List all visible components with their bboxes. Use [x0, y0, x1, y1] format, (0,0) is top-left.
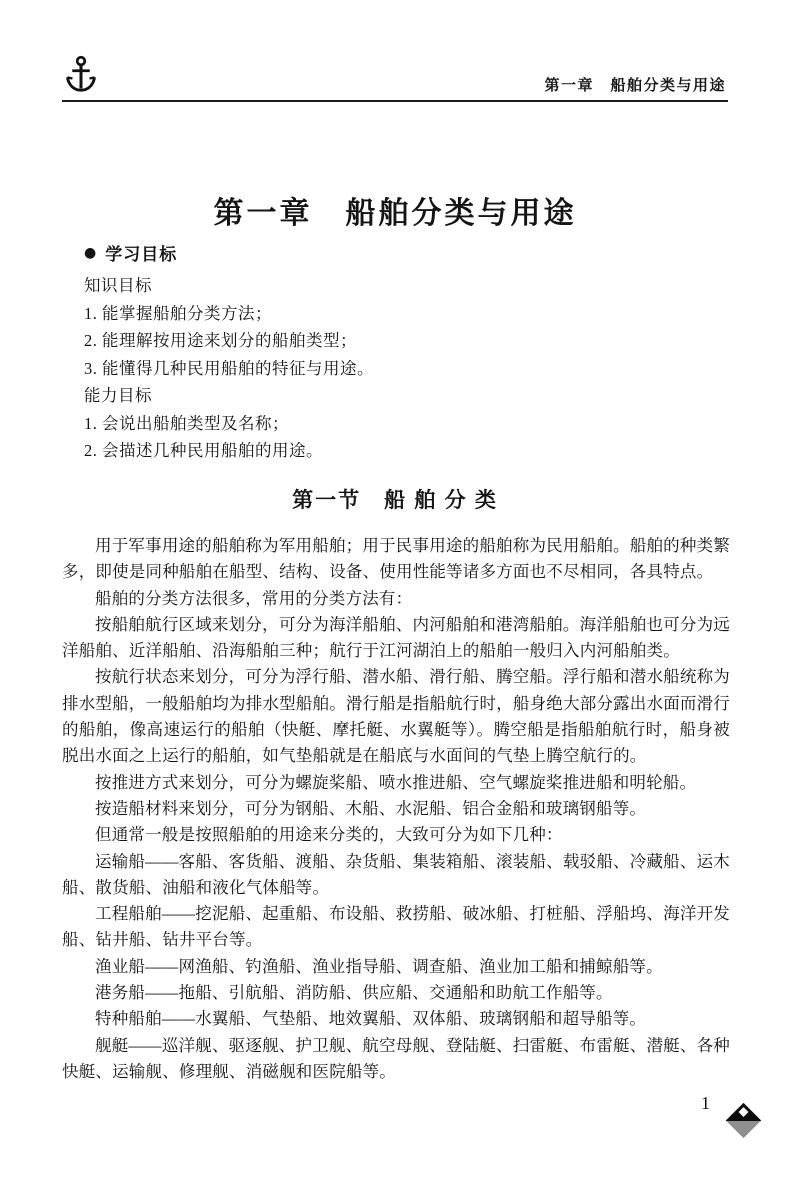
chapter-title: 第一章 船舶分类与用途	[213, 196, 577, 231]
ability-objective-item: 1. 会说出船舶类型及名称；	[84, 413, 289, 433]
paragraph: 按造船材料来划分，可分为钢船、木船、水泥船、铝合金船和玻璃钢船等。	[95, 798, 647, 818]
paragraph: 工程船舶——挖泥船、起重船、布设船、救捞船、破冰船、打桩船、浮船坞、海洋开发船、钻井船、钻井平台等。	[62, 904, 730, 950]
paragraph: 用于军事用途的船舶称为军用船舶；用于民事用途的船舶称为民用船舶。船舶的种类繁多，即使是同种船舶在船型、结构、设备、使用性能等诸多方面也不尽相同，各具特点。	[62, 536, 730, 582]
page-header	[62, 56, 728, 102]
bullet-icon: ●	[84, 244, 98, 261]
paragraph: 按航行状态来划分，可分为浮行船、潜水船、滑行船、腾空船。浮行船和潜水船统称为排水型船，一般船舶均为排水型船舶。滑行船是指船航行时，船身绝大部分露出水面而滑行的船舶，像高速运行的船舶（快艇、摩托艇、水翼艇等）。腾空船是指船舶航行时，船身被脱出水面之上运行的船舶，如气垫船就是在船底与水面间的气垫上腾空航行的。	[62, 667, 730, 766]
ability-objective-item: 2. 会描述几种民用船舶的用途。	[84, 441, 323, 460]
paragraph: 港务船——拖船、引航船、消防船、供应船、交通船和助航工作船等。	[95, 983, 613, 1003]
paragraph: 特种船舶——水翼船、气垫船、地效翼船、双体船、玻璃钢船和超导船等。	[95, 1009, 647, 1029]
paragraph: 按推进方式来划分，可分为螺旋桨船、喷水推进船、空气螺旋桨推进船和明轮船。	[95, 772, 697, 792]
paragraph: 按船舶航行区域来划分，可分为海洋船舶、内河船舶和港湾船舶。海洋船舶也可分为远洋船舶、近洋船舶、沿海船舶三种；航行于江河湖泊上的船舶一般归入内河船舶类。	[62, 614, 730, 661]
body-text	[62, 533, 730, 1085]
knowledge-objective-item: 2. 能理解按用途来划分的船舶类型；	[84, 331, 357, 350]
section-title: 第一节 船 舶 分 类	[292, 488, 498, 512]
ability-objectives-heading: 能力目标	[84, 386, 152, 405]
knowledge-objectives-heading: 知识目标	[84, 276, 152, 295]
running-title: 第一章 船舶分类与用途	[544, 78, 726, 94]
paragraph: 但通常一般是按照船舶的用途来分类的，大致可分为如下几种：	[95, 825, 563, 845]
paragraph: 渔业船——网渔船、钓渔船、渔业指导船、调查船、渔业加工船和捕鲸船等。	[95, 956, 663, 976]
page-number: 1	[701, 1093, 710, 1113]
paragraph: 船舶的分类方法很多，常用的分类方法有：	[95, 588, 413, 608]
objectives-heading	[84, 240, 728, 265]
knowledge-objective-item: 1. 能掌握船舶分类方法；	[84, 303, 272, 323]
corner-diamond-decoration	[726, 1103, 761, 1138]
knowledge-objective-item: 3. 能懂得几种民用船舶的特征与用途。	[84, 358, 374, 378]
objectives-heading-label: 学习目标	[105, 245, 178, 265]
paragraph: 运输船——客船、客货船、渡船、杂货船、集装箱船、滚装船、载驳船、冷藏船、运木船、散货船、油船和液化气体船等。	[62, 851, 730, 897]
learning-objectives	[84, 240, 728, 465]
anchor-icon	[62, 53, 102, 97]
paragraph: 舰艇——巡洋舰、驱逐舰、护卫舰、航空母舰、登陆艇、扫雷艇、布雷艇、潜艇、各种快艇、运输舰、修理舰、消磁舰和医院船等。	[62, 1035, 730, 1081]
